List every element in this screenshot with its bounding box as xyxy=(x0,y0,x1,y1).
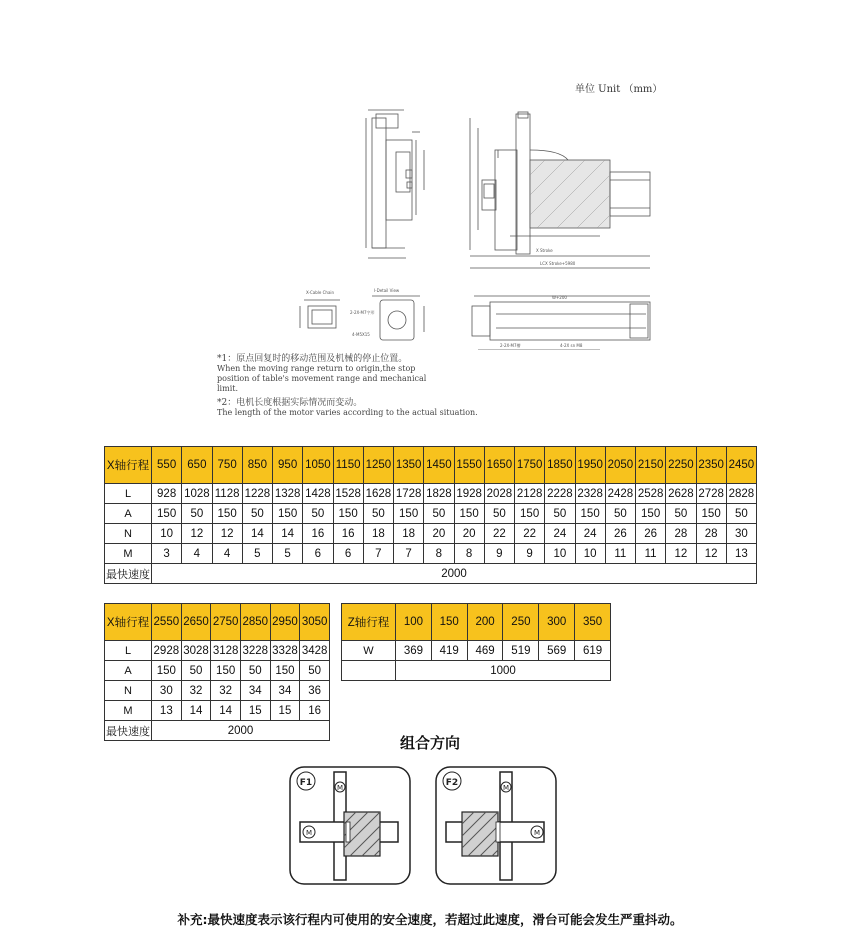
stroke-header: 1850 xyxy=(545,447,575,484)
table-cell: 3128 xyxy=(211,641,241,661)
table-cell: 1828 xyxy=(424,484,454,504)
table-cell: 3 xyxy=(152,544,182,564)
table-cell: 150 xyxy=(211,661,241,681)
header-row xyxy=(105,447,757,484)
table-cell: 150 xyxy=(575,504,605,524)
stroke-header: 350 xyxy=(575,604,611,641)
table-cell: 50 xyxy=(303,504,333,524)
table-cell: 50 xyxy=(363,504,393,524)
table-cell: 11 xyxy=(636,544,666,564)
stroke-header: 2750 xyxy=(211,604,241,641)
stroke-header: 2450 xyxy=(726,447,756,484)
table-cell: 14 xyxy=(181,701,211,721)
table-cell: 9 xyxy=(515,544,545,564)
table-cell: 12 xyxy=(666,544,696,564)
table-cell: 50 xyxy=(424,504,454,524)
table-row xyxy=(105,701,330,721)
table-cell: 2628 xyxy=(666,484,696,504)
spec-table-3 xyxy=(341,603,611,681)
i-detail-label: I-Detail View xyxy=(374,288,400,293)
speed-row xyxy=(342,661,611,681)
table-row xyxy=(105,661,330,681)
speed-value: 2000 xyxy=(152,564,757,584)
table-cell: 150 xyxy=(152,504,182,524)
table-cell: 15 xyxy=(240,701,270,721)
w-plus-label: W+200 xyxy=(552,295,567,300)
stroke-header: 3050 xyxy=(300,604,330,641)
stroke-header: 2250 xyxy=(666,447,696,484)
table-cell: 16 xyxy=(300,701,330,721)
table-cell: 1428 xyxy=(303,484,333,504)
table-cell: 2128 xyxy=(515,484,545,504)
table-cell: 7 xyxy=(394,544,424,564)
table-cell: 24 xyxy=(575,524,605,544)
header-label: X轴行程 xyxy=(105,604,152,641)
speed-label: 最快速度 xyxy=(105,721,152,741)
row-label: M xyxy=(105,701,152,721)
spec-table-2 xyxy=(104,603,330,741)
table-cell: 50 xyxy=(182,504,212,524)
footer-note: 补充:最快速度表示该行程内可使用的安全速度，若超过此速度，滑台可能会发生严重抖动。 xyxy=(177,912,683,927)
table-cell: 50 xyxy=(605,504,635,524)
stroke-header: 1650 xyxy=(484,447,514,484)
stroke-header: 150 xyxy=(431,604,467,641)
combination-title: 组合方向 xyxy=(399,734,460,752)
stroke-header: 300 xyxy=(539,604,575,641)
table-row xyxy=(105,484,757,504)
table-cell: 469 xyxy=(467,641,503,661)
table-cell: 16 xyxy=(333,524,363,544)
table-cell: 12 xyxy=(182,524,212,544)
table-cell: 32 xyxy=(181,681,211,701)
stroke-header: 250 xyxy=(503,604,539,641)
table-cell: 20 xyxy=(424,524,454,544)
table-cell: 13 xyxy=(152,701,182,721)
table-cell: 2028 xyxy=(484,484,514,504)
table-cell: 2928 xyxy=(152,641,182,661)
row-label: L xyxy=(105,484,152,504)
note-1-en-line-1: When the moving range return to origin,the stop xyxy=(217,364,416,373)
table-cell: 26 xyxy=(636,524,666,544)
table-cell: 12 xyxy=(696,544,726,564)
f1-motor-h: M xyxy=(305,829,313,837)
table-cell: 8 xyxy=(424,544,454,564)
table-cell: 50 xyxy=(545,504,575,524)
bottom-view xyxy=(472,296,650,350)
table-cell: 2728 xyxy=(696,484,726,504)
stroke-header: 1250 xyxy=(363,447,393,484)
diagram-f2 xyxy=(436,767,556,884)
stroke-header: 2550 xyxy=(152,604,182,641)
table-cell: 18 xyxy=(394,524,424,544)
table-cell: 36 xyxy=(300,681,330,701)
stroke-header: 1550 xyxy=(454,447,484,484)
table-cell: 13 xyxy=(726,544,756,564)
table-cell: 50 xyxy=(240,661,270,681)
row-label: A xyxy=(105,504,152,524)
diagram-f1 xyxy=(290,767,410,884)
note-2-en: The length of the motor varies according to the actual situation. xyxy=(217,408,478,417)
combination-diagrams xyxy=(0,760,860,890)
table-cell: 928 xyxy=(152,484,182,504)
row-label: N xyxy=(105,524,152,544)
table-cell: 26 xyxy=(605,524,635,544)
table-cell: 14 xyxy=(242,524,272,544)
table-row xyxy=(342,641,611,661)
stroke-header: 1950 xyxy=(575,447,605,484)
header-label: Z轴行程 xyxy=(342,604,396,641)
f2-motor-h: M xyxy=(533,829,541,837)
table-cell: 6 xyxy=(333,544,363,564)
table-cell: 4 xyxy=(182,544,212,564)
table-cell: 11 xyxy=(605,544,635,564)
speed-row xyxy=(105,564,757,584)
speed-label xyxy=(342,661,396,681)
table-cell: 369 xyxy=(396,641,432,661)
f2-motor-v: M xyxy=(502,784,510,792)
table-cell: 12 xyxy=(212,524,242,544)
cable-chain-detail xyxy=(300,300,340,328)
table-cell: 34 xyxy=(270,681,300,701)
lcx-stroke-label: LCX Stroke+5980 xyxy=(540,261,576,266)
table-cell: 3328 xyxy=(270,641,300,661)
table-cell: 2228 xyxy=(545,484,575,504)
note-1-en-line-2: position of table's movement range and mechanical xyxy=(217,374,427,383)
stroke-header: 2350 xyxy=(696,447,726,484)
table-cell: 18 xyxy=(363,524,393,544)
stroke-header: 200 xyxy=(467,604,503,641)
header-row xyxy=(105,604,330,641)
slot-spec-3: 4-M5X15 xyxy=(352,332,370,337)
table-cell: 50 xyxy=(181,661,211,681)
table-cell: 50 xyxy=(242,504,272,524)
table-cell: 10 xyxy=(575,544,605,564)
stroke-header: 1750 xyxy=(515,447,545,484)
note-1-en-line-3: limit. xyxy=(217,384,239,393)
table-cell: 22 xyxy=(515,524,545,544)
table-cell: 150 xyxy=(636,504,666,524)
stroke-header: 1050 xyxy=(303,447,333,484)
slot-spec-2: 2-2X-M7槽 xyxy=(500,343,521,348)
table-cell: 150 xyxy=(394,504,424,524)
stroke-header: 950 xyxy=(273,447,303,484)
cable-chain-label: X-Cable Chain xyxy=(306,290,335,295)
table-cell: 3028 xyxy=(181,641,211,661)
stroke-header: 550 xyxy=(152,447,182,484)
stroke-header: 750 xyxy=(212,447,242,484)
table-cell: 1328 xyxy=(273,484,303,504)
table-cell: 10 xyxy=(152,524,182,544)
spec-table-1 xyxy=(104,446,757,584)
table-cell: 2328 xyxy=(575,484,605,504)
notes xyxy=(217,352,537,418)
speed-value: 2000 xyxy=(152,721,330,741)
table-cell: 7 xyxy=(363,544,393,564)
table-cell: 1928 xyxy=(454,484,484,504)
unit-label: 单位 Unit （mm） xyxy=(575,84,663,95)
table-cell: 14 xyxy=(273,524,303,544)
table-cell: 2428 xyxy=(605,484,635,504)
table-cell: 9 xyxy=(484,544,514,564)
table-cell: 22 xyxy=(484,524,514,544)
row-label: A xyxy=(105,661,152,681)
note-1-cn: *1：原点回复时的移动范围及机械的停止位置。 xyxy=(217,354,408,364)
table-cell: 150 xyxy=(152,661,182,681)
table-cell: 28 xyxy=(666,524,696,544)
table-cell: 5 xyxy=(242,544,272,564)
header-row xyxy=(342,604,611,641)
stroke-header: 2050 xyxy=(605,447,635,484)
table-cell: 150 xyxy=(696,504,726,524)
table-cell: 150 xyxy=(454,504,484,524)
table-cell: 14 xyxy=(211,701,241,721)
table-row xyxy=(105,504,757,524)
table-row xyxy=(105,524,757,544)
stroke-header: 2650 xyxy=(181,604,211,641)
front-view xyxy=(470,112,650,268)
speed-label: 最快速度 xyxy=(105,564,152,584)
table-cell: 24 xyxy=(545,524,575,544)
table-cell: 1128 xyxy=(212,484,242,504)
table-cell: 50 xyxy=(484,504,514,524)
table-cell: 1528 xyxy=(333,484,363,504)
table-cell: 2528 xyxy=(636,484,666,504)
f1-motor-v: M xyxy=(336,784,344,792)
table-cell: 419 xyxy=(431,641,467,661)
table-cell: 150 xyxy=(333,504,363,524)
table-cell: 50 xyxy=(300,661,330,681)
table-cell: 150 xyxy=(273,504,303,524)
table-cell: 619 xyxy=(575,641,611,661)
stroke-header: 2150 xyxy=(636,447,666,484)
note-2-cn: *2：电机长度根据实际情况而变动。 xyxy=(217,398,363,408)
slot-spec-1: 2-2X-M7字形 xyxy=(350,310,375,315)
stroke-header: 100 xyxy=(396,604,432,641)
speed-value: 1000 xyxy=(396,661,611,681)
stroke-header: 850 xyxy=(242,447,272,484)
table-cell: 6 xyxy=(303,544,333,564)
table-cell: 569 xyxy=(539,641,575,661)
table-cell: 1628 xyxy=(363,484,393,504)
stroke-header: 1350 xyxy=(394,447,424,484)
table-cell: 32 xyxy=(211,681,241,701)
table-cell: 30 xyxy=(726,524,756,544)
side-view xyxy=(366,110,424,258)
table-cell: 34 xyxy=(240,681,270,701)
table-cell: 4 xyxy=(212,544,242,564)
table-cell: 150 xyxy=(270,661,300,681)
table-cell: 28 xyxy=(696,524,726,544)
technical-drawing xyxy=(0,0,860,350)
row-label: L xyxy=(105,641,152,661)
stroke-header: 2950 xyxy=(270,604,300,641)
table-cell: 16 xyxy=(303,524,333,544)
table-cell: 10 xyxy=(545,544,575,564)
table-cell: 5 xyxy=(273,544,303,564)
table-cell: 2828 xyxy=(726,484,756,504)
table-cell: 50 xyxy=(726,504,756,524)
table-cell: 8 xyxy=(454,544,484,564)
table-cell: 150 xyxy=(515,504,545,524)
table-cell: 150 xyxy=(212,504,242,524)
row-label: N xyxy=(105,681,152,701)
table-cell: 20 xyxy=(454,524,484,544)
table-cell: 519 xyxy=(503,641,539,661)
i-detail-view xyxy=(372,296,424,340)
table-cell: 3228 xyxy=(240,641,270,661)
header-label: X轴行程 xyxy=(105,447,152,484)
row-label: M xyxy=(105,544,152,564)
table-row xyxy=(105,544,757,564)
table-row xyxy=(105,681,330,701)
stroke-header: 650 xyxy=(182,447,212,484)
stroke-header: 1450 xyxy=(424,447,454,484)
f2-label: F2 xyxy=(445,778,459,788)
table-cell: 30 xyxy=(152,681,182,701)
table-cell: 50 xyxy=(666,504,696,524)
table-cell: 1228 xyxy=(242,484,272,504)
stroke-header: 2850 xyxy=(240,604,270,641)
f1-label: F1 xyxy=(299,778,313,788)
x-stroke-label: X Stroke xyxy=(536,248,553,253)
table-cell: 1728 xyxy=(394,484,424,504)
slot-spec-4: 4-2X sn M8 xyxy=(560,343,583,348)
table-cell: 1028 xyxy=(182,484,212,504)
stroke-header: 1150 xyxy=(333,447,363,484)
table-cell: 15 xyxy=(270,701,300,721)
row-label: W xyxy=(342,641,396,661)
table-cell: 3428 xyxy=(300,641,330,661)
table-row xyxy=(105,641,330,661)
